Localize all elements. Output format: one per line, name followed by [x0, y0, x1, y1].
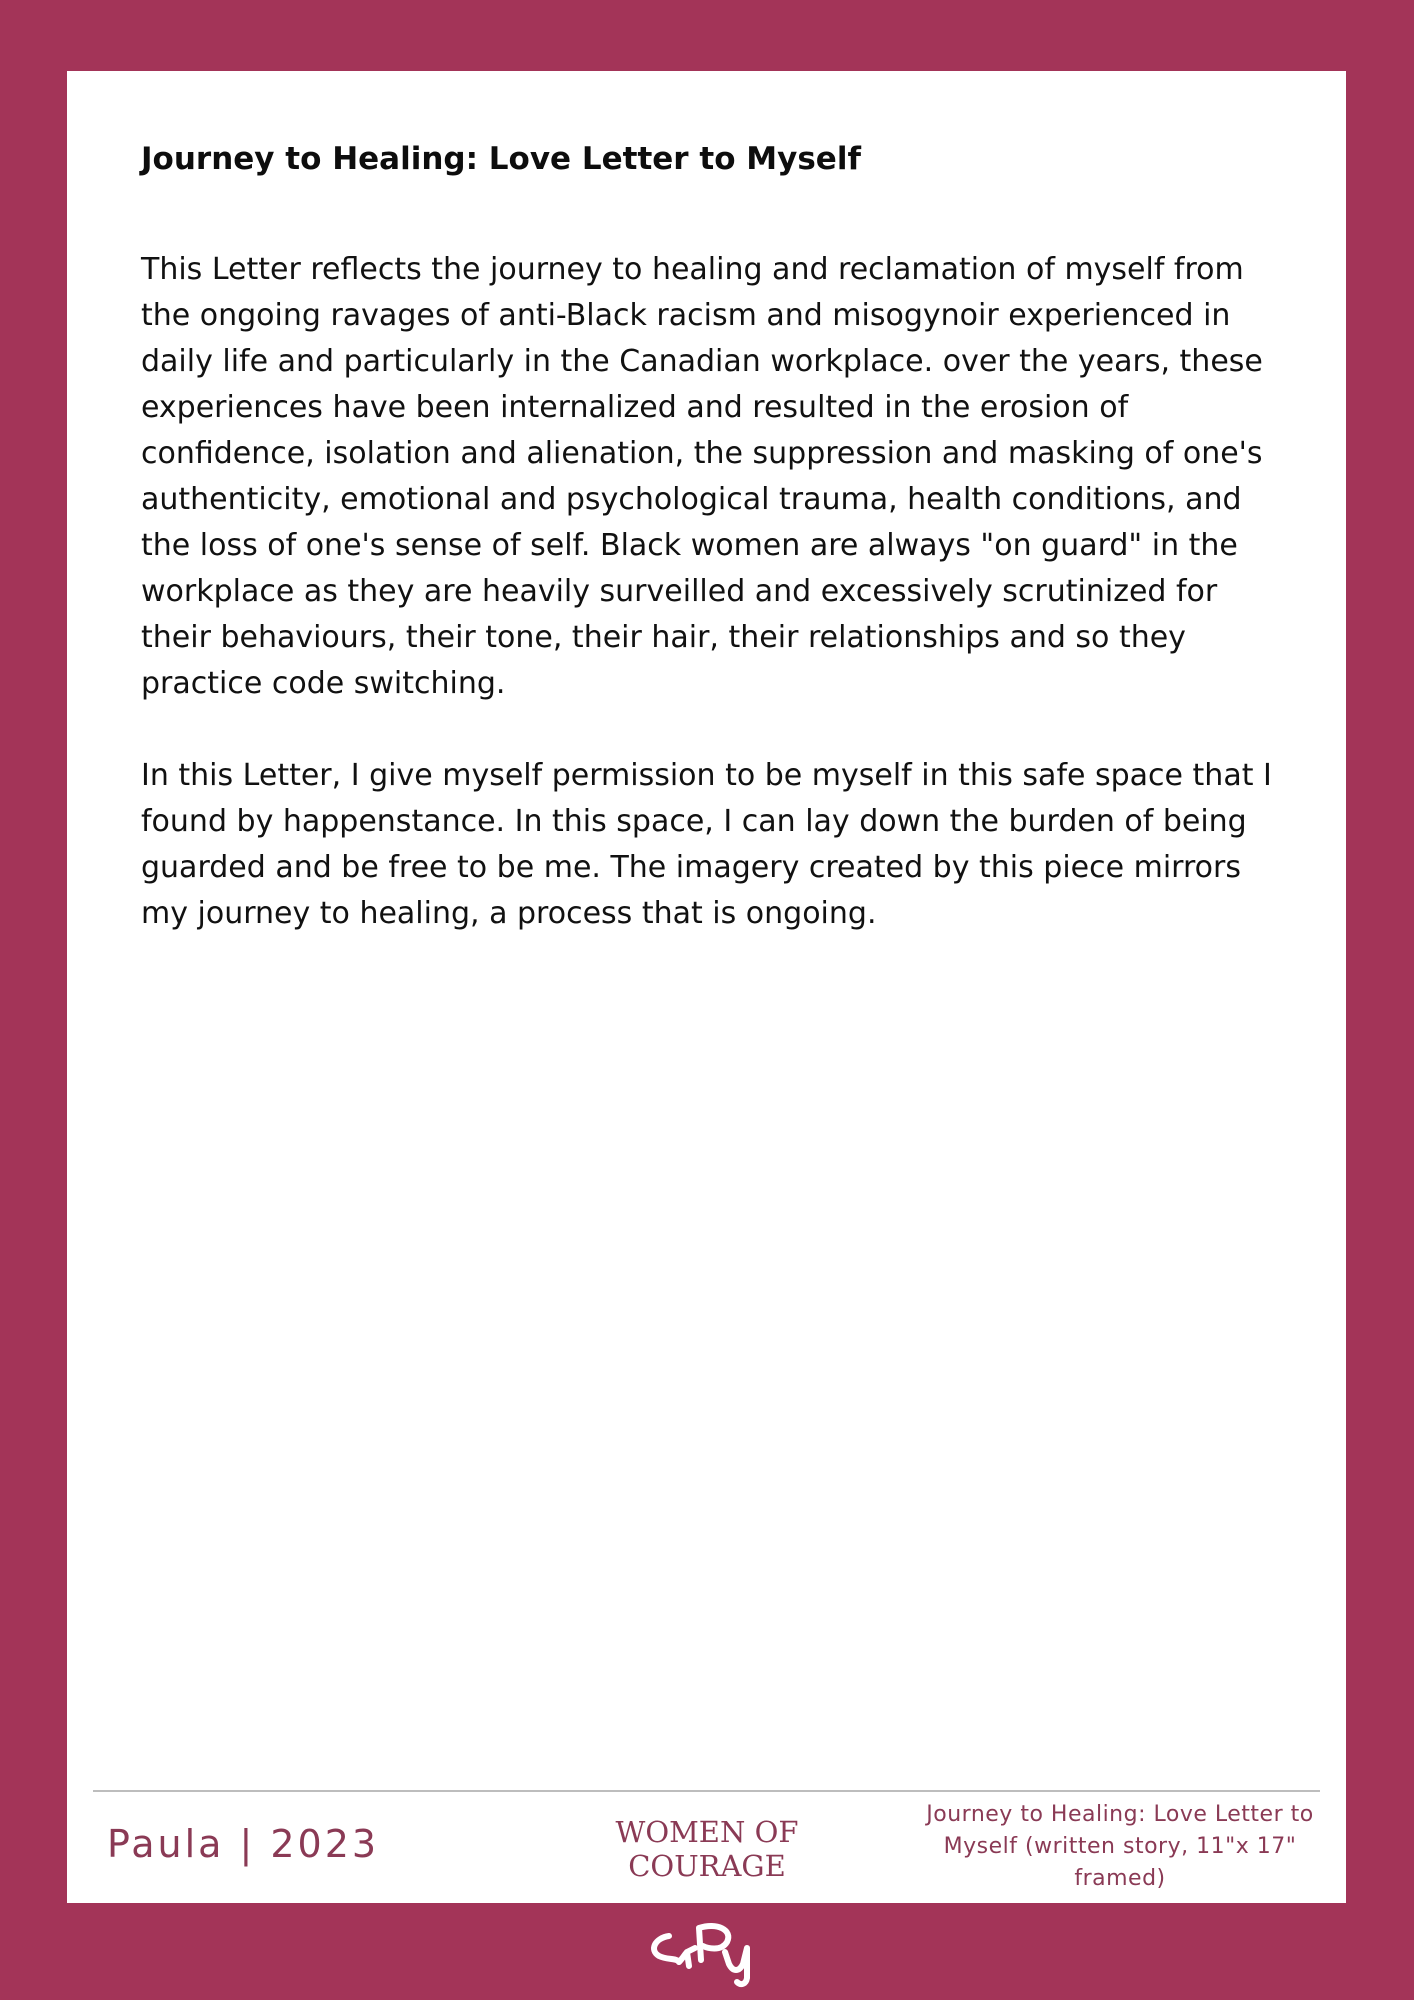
- brand-line-2: COURAGE: [628, 1849, 786, 1883]
- story-body: [141, 247, 1291, 983]
- signature-logo-icon: [647, 1918, 767, 1988]
- footer-divider: [93, 1790, 1320, 1792]
- author-year: Paula | 2023: [107, 1822, 380, 1866]
- story-paragraph: This Letter reflects the journey to healing and reclamation of myself from the ongoing ravages of anti-Black racism and misogynoir experienced in daily life and particularly in the Canadian workplace. over the years, these experiences have been internalized and resulted in the erosion of confidence, isolation and alienation, the suppression and masking of one's authenticity, emotional and psychological trauma, health conditions, and the loss of one's sense of self. Black women are always "on guard" in the workplace as they are heavily surveilled and excessively scrutinized for their behaviours, their tone, their hair, their relationships and so they practice code switching.: [141, 252, 1263, 701]
- women-of-courage-logo: [597, 1815, 817, 1883]
- brand-line-1: WOMEN OF: [615, 1815, 799, 1849]
- document-page: [67, 71, 1346, 1903]
- story-paragraph: In this Letter, I give myself permission to be myself in this safe space that I found by happenstance. In this space, I can lay down the burden of being guarded and be free to be me. The imagery created by this piece mirrors my journey to healing, a process that is ongoing.: [141, 758, 1272, 931]
- story-title: Journey to Healing: Love Letter to Myself: [141, 141, 861, 177]
- artwork-caption: Journey to Healing: Love Letter to Myself (written story, 11"x 17" framed): [926, 1802, 1314, 1891]
